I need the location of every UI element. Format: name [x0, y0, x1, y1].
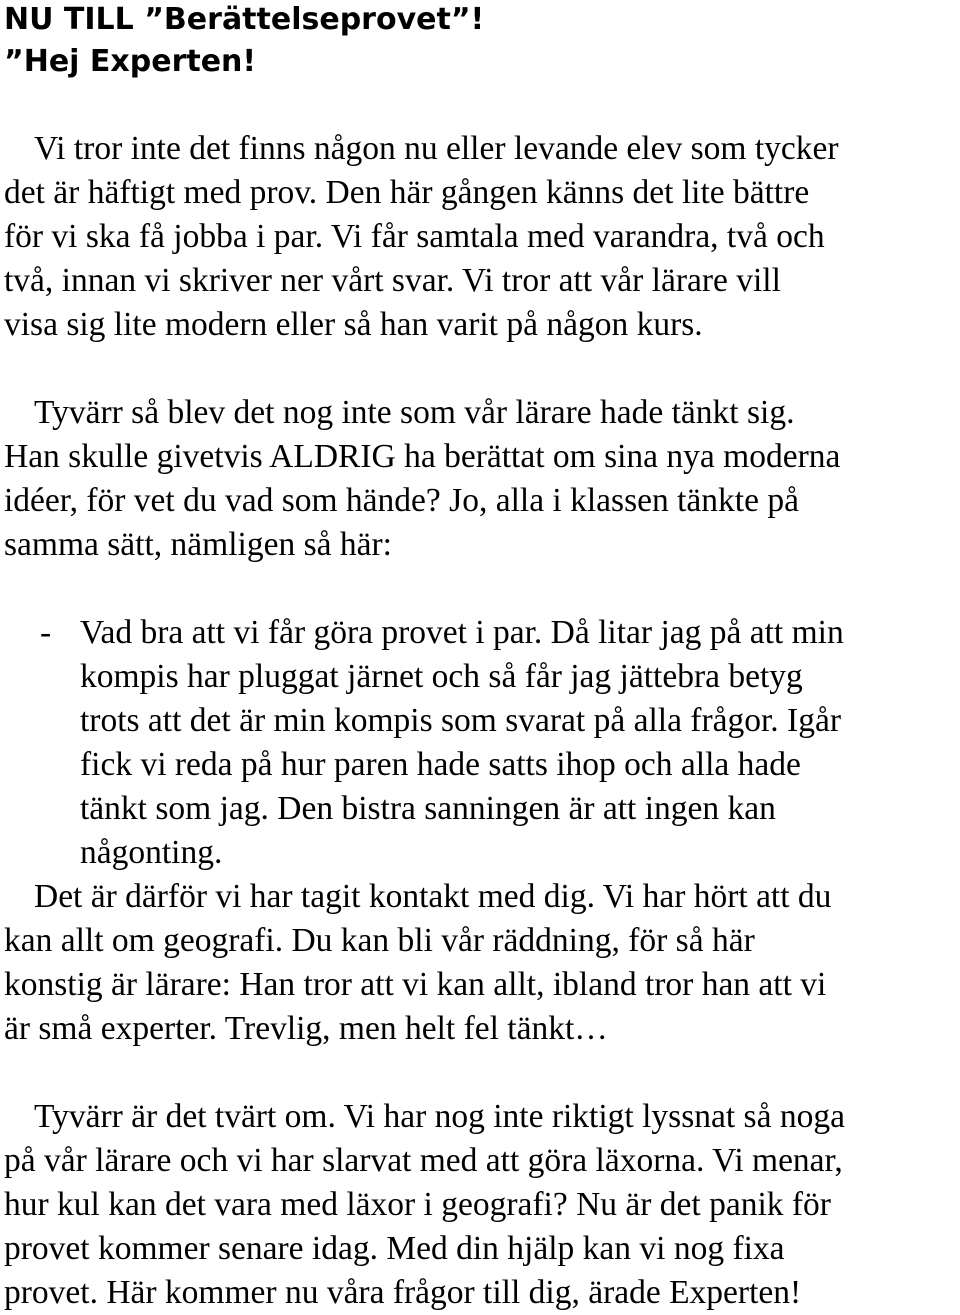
text-line: kan allt om geografi. Du kan bli vår räddning, för så här [4, 922, 755, 959]
text-line: trots att det är min kompis som svarat på alla frågor. Igår [80, 702, 841, 739]
paragraph-intro [4, 127, 839, 347]
text-line: samma sätt, nämligen så här: [4, 526, 392, 563]
text-line: någonting. [80, 834, 223, 871]
text-line: Vi tror inte det finns någon nu eller levande elev som tycker [34, 130, 839, 167]
text-line: för vi ska få jobba i par. Vi får samtala med varandra, två och [4, 218, 825, 255]
text-line: Det är därför vi har tagit kontakt med dig. Vi har hört att du [34, 878, 832, 915]
text-line: på vår lärare och vi har slarvat med att göra läxorna. Vi menar, [4, 1142, 843, 1179]
greeting-heading: ”Hej Experten! [4, 44, 257, 79]
text-line: Han skulle givetvis ALDRIG ha berättat om sina nya moderna [4, 438, 841, 475]
text-line: idéer, för vet du vad som hände? Jo, alla i klassen tänkte på [4, 482, 799, 519]
paragraph-problem [4, 391, 840, 567]
text-line: två, innan vi skriver ner vårt svar. Vi tror att vår lärare vill [4, 262, 781, 299]
paragraph-request [4, 1095, 845, 1315]
paragraph-contact [4, 875, 831, 1051]
text-line: Vad bra att vi får göra provet i par. Då litar jag på att min [80, 614, 844, 651]
text-line: visa sig lite modern eller så han varit på någon kurs. [4, 306, 703, 343]
text-line: provet kommer senare idag. Med din hjälp kan vi nog fixa [4, 1230, 785, 1267]
text-line: kompis har pluggat järnet och så får jag jättebra betyg [80, 658, 803, 695]
text-line: Tyvärr är det tvärt om. Vi har nog inte riktigt lyssnat så noga [34, 1098, 845, 1135]
text-line: provet. Här kommer nu våra frågor till dig, ärade Experten! [4, 1274, 802, 1311]
text-line: fick vi reda på hur paren hade satts ihop och alla hade [80, 746, 801, 783]
text-line: Tyvärr så blev det nog inte som vår lärare hade tänkt sig. [34, 394, 795, 431]
page-title: NU TILL ”Berättelseprovet”! [4, 2, 485, 37]
text-line: är små experter. Trevlig, men helt fel tänkt… [4, 1010, 608, 1047]
text-line: tänkt som jag. Den bistra sanningen är att ingen kan [80, 790, 776, 827]
bullet-quote [4, 611, 960, 875]
text-line: hur kul kan det vara med läxor i geografi? Nu är det panik för [4, 1186, 831, 1223]
text-line: konstig är lärare: Han tror att vi kan allt, ibland tror han att vi [4, 966, 827, 1003]
text-line: det är häftigt med prov. Den här gången känns det lite bättre [4, 174, 810, 211]
bullet-dash: - [40, 614, 52, 651]
